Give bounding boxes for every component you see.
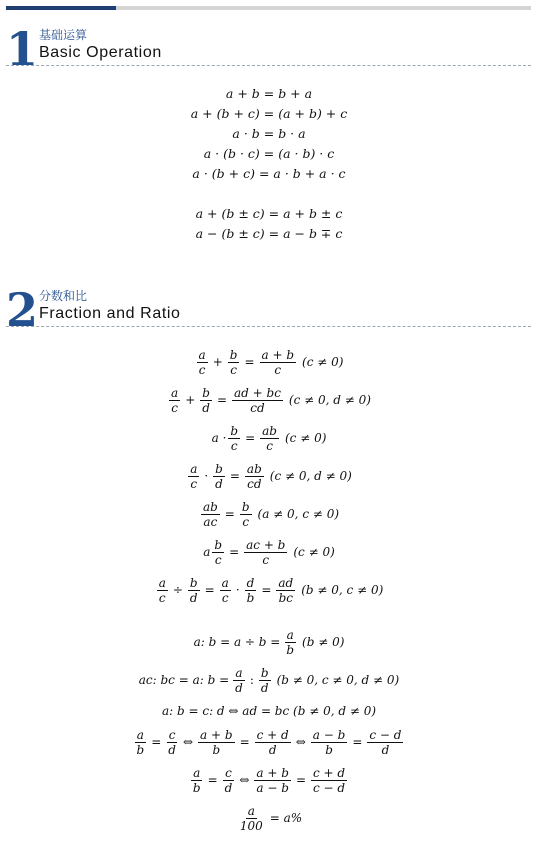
condition: (b ≠ 0, c ≠ 0, d ≠ 0): [276, 673, 400, 687]
fraction: [200, 386, 212, 415]
operator: +: [212, 355, 223, 369]
numerator: c + d: [313, 765, 346, 780]
prefix: ac: bc = a: b =: [138, 673, 230, 687]
operator: ÷: [172, 583, 183, 597]
denominator: 100: [239, 818, 263, 833]
numerator: c: [225, 765, 232, 780]
denominator: c: [171, 400, 178, 415]
numerator: a: [158, 575, 166, 590]
fraction: [201, 500, 220, 529]
fraction: [135, 728, 147, 757]
denominator: d: [268, 742, 277, 757]
section-number: 2: [6, 283, 39, 337]
fraction: [245, 576, 257, 605]
formula-row: [0, 571, 538, 609]
top-rule-accent: [6, 6, 116, 10]
denominator: d: [235, 680, 243, 695]
formula-row: [0, 723, 538, 761]
formula-line: a · (b + c) = a · b + a · c: [192, 166, 346, 181]
denominator: d: [381, 742, 390, 757]
formula-line: a · (b · c) = (a · b) · c: [203, 146, 335, 161]
operator: =: [229, 545, 240, 559]
formula-spacer: [0, 184, 538, 204]
numerator: a: [221, 575, 229, 590]
numerator: ab: [262, 423, 277, 438]
fraction: [213, 462, 225, 491]
formula-text: = a%: [269, 811, 303, 825]
numerator: a: [235, 665, 243, 680]
denominator: c − d: [313, 780, 346, 795]
basic-formula-list: [0, 84, 538, 244]
formula-line: a − (b ± c) = a − b ∓ c: [195, 226, 343, 241]
operator: =: [352, 735, 363, 749]
denominator: d: [189, 590, 198, 605]
denominator: d: [215, 476, 223, 491]
fraction: [245, 462, 264, 491]
numerator: a: [198, 347, 206, 362]
denominator: b: [136, 742, 145, 757]
prefix: a ·: [211, 431, 227, 445]
operator: =: [229, 469, 240, 483]
numerator: b: [202, 385, 210, 400]
fraction: [238, 804, 265, 833]
fraction: [244, 538, 287, 567]
numerator: a + b: [256, 765, 289, 780]
formula-row: [0, 799, 538, 837]
section-header-basic: [6, 22, 531, 76]
numerator: b: [229, 347, 238, 362]
fraction: [223, 766, 235, 795]
denominator: d: [202, 400, 210, 415]
section-divider: [6, 326, 531, 327]
numerator: a: [193, 765, 201, 780]
operator: =: [261, 583, 272, 597]
section-title-zh: 基础运算: [39, 28, 88, 42]
section-title-zh: 分数和比: [39, 289, 88, 303]
numerator: a: [247, 803, 255, 818]
denominator: c: [198, 362, 206, 377]
fraction: [284, 628, 296, 657]
operator: ⇔: [295, 735, 306, 749]
fraction: [197, 348, 208, 377]
fraction: [220, 576, 231, 605]
formula-row: [0, 623, 538, 661]
operator: ·: [235, 583, 240, 597]
formula-row: [0, 381, 538, 419]
top-rule: [6, 6, 531, 10]
fraction: [166, 728, 178, 757]
operator: ⇔: [239, 773, 250, 787]
fraction: [311, 766, 347, 795]
operator: =: [216, 393, 227, 407]
numerator: a + b: [261, 347, 295, 362]
denominator: a − b: [256, 780, 289, 795]
numerator: ad + bc: [234, 385, 281, 400]
prefix: a: [203, 545, 211, 559]
fraction: [260, 424, 279, 453]
condition: (c ≠ 0): [293, 545, 335, 559]
fraction: [169, 386, 180, 415]
fraction: [157, 576, 168, 605]
numerator: b: [230, 423, 239, 438]
numerator: a: [171, 385, 179, 400]
operator: =: [151, 735, 162, 749]
denominator: c: [190, 476, 198, 491]
formula-line: a + (b + c) = (a + b) + c: [190, 106, 348, 121]
denominator: c: [266, 438, 273, 453]
fraction-formula-list: [0, 343, 538, 837]
fraction: [367, 728, 403, 757]
condition: (c ≠ 0): [284, 431, 327, 445]
denominator: c: [230, 438, 238, 453]
numerator: ad: [278, 575, 294, 590]
fraction: [259, 666, 271, 695]
section-number: 1: [6, 22, 39, 76]
denominator: b: [192, 780, 201, 795]
condition: (b ≠ 0): [302, 635, 345, 649]
section-header-fraction: [6, 283, 531, 337]
operator: =: [224, 507, 235, 521]
numerator: b: [260, 665, 269, 680]
denominator: b: [286, 642, 295, 657]
denominator: d: [224, 780, 233, 795]
operator: =: [204, 583, 215, 597]
operator: ·: [204, 469, 209, 483]
denominator: d: [260, 680, 269, 695]
fraction: [188, 576, 200, 605]
fraction: [260, 348, 297, 377]
denominator: b: [212, 742, 221, 757]
section-divider: [6, 65, 531, 66]
fraction: [191, 766, 203, 795]
formula-row: [0, 343, 538, 381]
operator: ⇔: [182, 735, 194, 749]
denominator: b: [246, 590, 255, 605]
formula-row: [0, 419, 538, 457]
operator: =: [244, 355, 255, 369]
denominator: c: [274, 362, 282, 377]
denominator: ac: [203, 514, 218, 529]
formula-row: [0, 457, 538, 495]
operator: =: [295, 773, 306, 787]
formula-line: a · b = b · a: [232, 126, 306, 141]
condition: (a ≠ 0, c ≠ 0): [257, 507, 340, 521]
denominator: c: [230, 362, 237, 377]
fraction: [233, 666, 245, 695]
numerator: a − b: [312, 727, 346, 742]
fraction: [255, 728, 291, 757]
numerator: b: [189, 575, 198, 590]
section-title-en: Basic Operation: [39, 44, 162, 61]
fraction: [254, 766, 291, 795]
denominator: bc: [278, 590, 294, 605]
fraction: [188, 462, 199, 491]
section-title-en: Fraction and Ratio: [39, 305, 181, 322]
numerator: a + b: [200, 727, 233, 742]
fraction: [228, 424, 240, 453]
formula-row: [0, 495, 538, 533]
formula-row: [0, 533, 538, 571]
operator: =: [245, 431, 256, 445]
formula-line: a + b = b + a: [225, 86, 313, 101]
denominator: b: [325, 742, 333, 757]
numerator: ab: [202, 499, 218, 514]
operator: =: [207, 773, 218, 787]
fraction: [198, 728, 235, 757]
fraction: [240, 500, 252, 529]
denominator: c: [242, 514, 250, 529]
numerator: ab: [246, 461, 262, 476]
prefix: a: b = a ÷ b =: [193, 635, 281, 649]
numerator: b: [215, 461, 223, 476]
formula-row: [0, 761, 538, 799]
operator: :: [249, 673, 254, 687]
numerator: ac + b: [246, 537, 286, 552]
denominator: c: [221, 590, 229, 605]
fraction: [276, 576, 295, 605]
operator: =: [239, 735, 250, 749]
denominator: c: [158, 590, 166, 605]
condition: (c ≠ 0, d ≠ 0): [269, 469, 352, 483]
formula-row: [0, 699, 538, 723]
numerator: b: [214, 537, 223, 552]
fraction: [232, 386, 283, 415]
condition: (c ≠ 0, d ≠ 0): [288, 393, 371, 407]
fraction: [228, 348, 240, 377]
numerator: a: [136, 727, 144, 742]
numerator: b: [241, 499, 250, 514]
numerator: a: [190, 461, 198, 476]
operator: +: [185, 393, 196, 407]
denominator: cd: [250, 400, 265, 415]
formula-row: [0, 661, 538, 699]
numerator: c − d: [369, 727, 402, 742]
numerator: d: [246, 575, 255, 590]
fraction: [311, 728, 348, 757]
formula-line: a + (b ± c) = a + b ± c: [195, 206, 343, 221]
numerator: a: [286, 627, 294, 642]
condition: (c ≠ 0): [302, 355, 344, 369]
condition: (b ≠ 0, c ≠ 0): [301, 583, 384, 597]
denominator: cd: [247, 476, 262, 491]
denominator: c: [262, 552, 270, 567]
formula-text: a: b = c: d ⇔ ad = bc (b ≠ 0, d ≠ 0): [161, 704, 377, 718]
fraction: [212, 538, 224, 567]
denominator: d: [168, 742, 176, 757]
denominator: c: [214, 552, 222, 567]
numerator: c: [168, 727, 176, 742]
numerator: c + d: [256, 727, 289, 742]
